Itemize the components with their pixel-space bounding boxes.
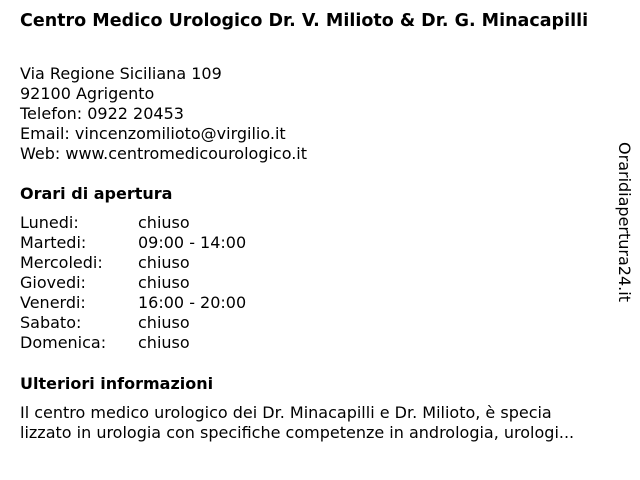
day-label: Martedi: (20, 233, 87, 252)
more-info-line: Il centro medico urologico dei Dr. Minacapilli e Dr. Milioto, è specia (20, 403, 552, 422)
opening-hours-heading: Orari di apertura (20, 184, 173, 203)
hours-value: 16:00 - 20:00 (138, 293, 247, 312)
day-label: Lunedi: (20, 213, 79, 232)
day-label: Venerdi: (20, 293, 86, 312)
hours-value: chiuso (138, 313, 190, 332)
website-address: Web: www.centromedicourologico.it (20, 144, 308, 163)
day-label: Giovedi: (20, 273, 86, 292)
email-address: Email: vincenzomilioto@virgilio.it (20, 124, 286, 143)
hours-value: chiuso (138, 273, 190, 292)
more-info-heading: Ulteriori informazioni (20, 374, 214, 393)
city-address: 92100 Agrigento (20, 84, 155, 103)
more-info-line: lizzato in urologia con specifiche competenze in andrologia, urologi... (20, 423, 575, 442)
hours-value: chiuso (138, 253, 190, 272)
day-label: Mercoledi: (20, 253, 103, 272)
phone-number: Telefon: 0922 20453 (20, 104, 184, 123)
hours-value: chiuso (138, 213, 190, 232)
street-address: Via Regione Siciliana 109 (20, 64, 222, 83)
day-label: Domenica: (20, 333, 107, 352)
page-title: Centro Medico Urologico Dr. V. Milioto & Dr. G. Minacapilli (20, 11, 589, 31)
hours-value: chiuso (138, 333, 190, 352)
hours-value: 09:00 - 14:00 (138, 233, 247, 252)
day-label: Sabato: (20, 313, 82, 332)
more-info-text (20, 403, 625, 443)
contact-info (20, 64, 307, 164)
site-watermark: Oraridiapertura24.it (615, 142, 634, 302)
